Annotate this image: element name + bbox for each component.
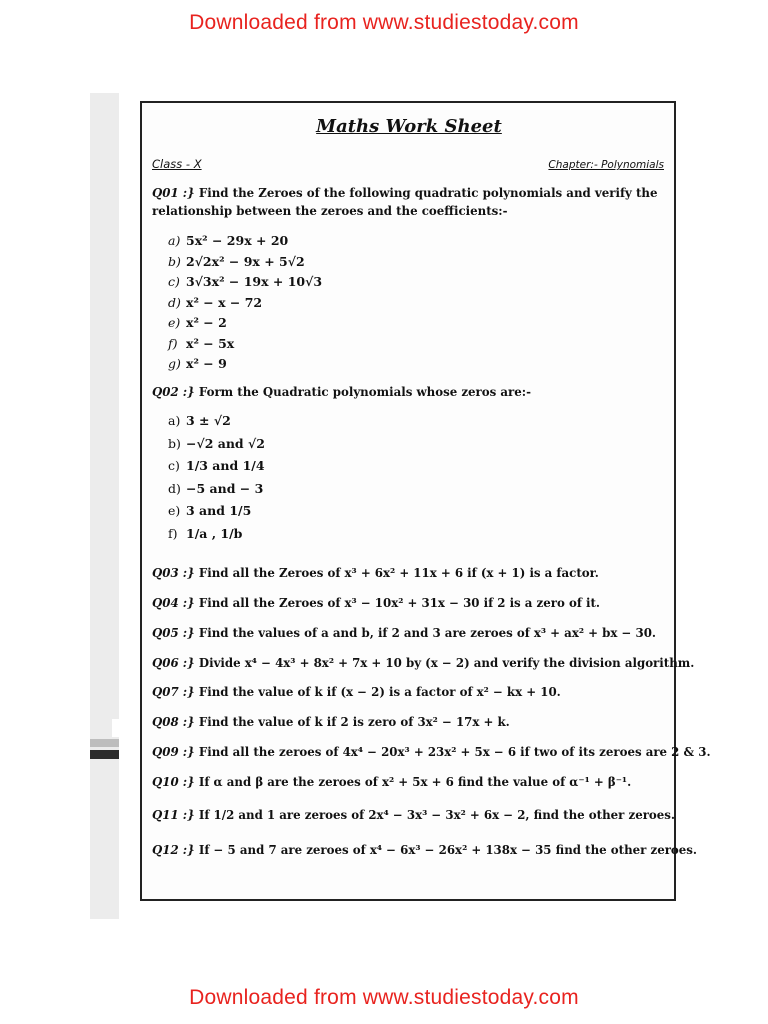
question-q04: Q04 :} Find all the Zeroes of x³ − 10x² + 31x − 30 if 2 is a zero of it. xyxy=(152,596,601,610)
question-text-line1: Find the Zeroes of the following quadratic polynomials and verify the xyxy=(198,186,658,200)
list-item: d) −5 and − 3 xyxy=(168,480,264,496)
list-item: e) x² − 2 xyxy=(168,315,227,330)
scan-edge-mark xyxy=(90,750,119,759)
question-q12: Q12 :} If − 5 and 7 are zeroes of x⁴ − 6x³ − 26x² + 138x − 35 find the other zeroes. xyxy=(152,843,698,857)
top-download-banner: Downloaded from www.studiestoday.com xyxy=(189,11,579,34)
question-q06: Q06 :} Divide x⁴ − 4x³ + 8x² + 7x + 10 by (x − 2) and verify the division algorithm. xyxy=(152,656,695,670)
bottom-download-banner: Downloaded from www.studiestoday.com xyxy=(189,986,579,1009)
question-q11: Q11 :} If 1/2 and 1 are zeroes of 2x⁴ − 3x³ − 3x² + 6x − 2, find the other zeroes. xyxy=(152,808,676,822)
list-item: a) 5x² − 29x + 20 xyxy=(168,233,289,248)
list-item: c) 3√3x² − 19x + 10√3 xyxy=(168,274,323,289)
list-item: b) −√2 and √2 xyxy=(168,435,265,451)
worksheet-page xyxy=(140,101,711,901)
question-q01 xyxy=(152,184,658,202)
scan-edge-mark-light xyxy=(90,739,119,747)
list-item: e) 3 and 1/5 xyxy=(168,503,252,518)
worksheet-title: Maths Work Sheet xyxy=(316,116,502,137)
q01-item-list xyxy=(168,231,322,375)
list-item: d) x² − x − 72 xyxy=(168,294,263,310)
question-q02 xyxy=(152,383,531,401)
question-text: Form the Quadratic polynomials whose zeros are:- xyxy=(198,385,531,399)
q02-item-list xyxy=(168,410,265,545)
chapter-label: Chapter:- Polynomials xyxy=(548,159,664,171)
question-text-line2: relationship between the zeroes and the coefficients:- xyxy=(152,204,508,218)
question-q10: Q10 :} If α and β are the zeroes of x² + 5x + 6 find the value of α⁻¹ + β⁻¹. xyxy=(152,775,632,789)
class-label: Class - X xyxy=(152,157,202,171)
question-number: Q02 :} xyxy=(152,385,195,399)
question-q05: Q05 :} Find the values of a and b, if 2 and 3 are zeroes of x³ + ax² + bx − 30. xyxy=(152,626,657,640)
question-q03: Q03 :} Find all the Zeroes of x³ + 6x² + 11x + 6 if (x + 1) is a factor. xyxy=(152,566,599,580)
question-q08: Q08 :} Find the value of k if 2 is zero of 3x² − 17x + k. xyxy=(152,715,510,729)
list-item: f) x² − 5x xyxy=(168,335,235,351)
question-q09: Q09 :} Find all the zeroes of 4x⁴ − 20x³ + 23x² + 5x − 6 if two of its zeroes are 2 & 3. xyxy=(152,745,711,759)
question-q01-continued xyxy=(152,202,508,220)
list-item: g) x² − 9 xyxy=(168,356,227,371)
scan-edge-notch xyxy=(112,719,119,737)
scan-edge-strip xyxy=(90,93,119,919)
list-item: a) 3 ± √2 xyxy=(168,413,231,428)
list-item: c) 1/3 and 1/4 xyxy=(168,458,265,473)
list-item: b) 2√2x² − 9x + 5√2 xyxy=(168,253,305,269)
question-number: Q01 :} xyxy=(152,186,195,200)
list-item: f) 1/a , 1/b xyxy=(168,525,243,541)
question-q07: Q07 :} Find the value of k if (x − 2) is a factor of x² − kx + 10. xyxy=(152,685,561,699)
